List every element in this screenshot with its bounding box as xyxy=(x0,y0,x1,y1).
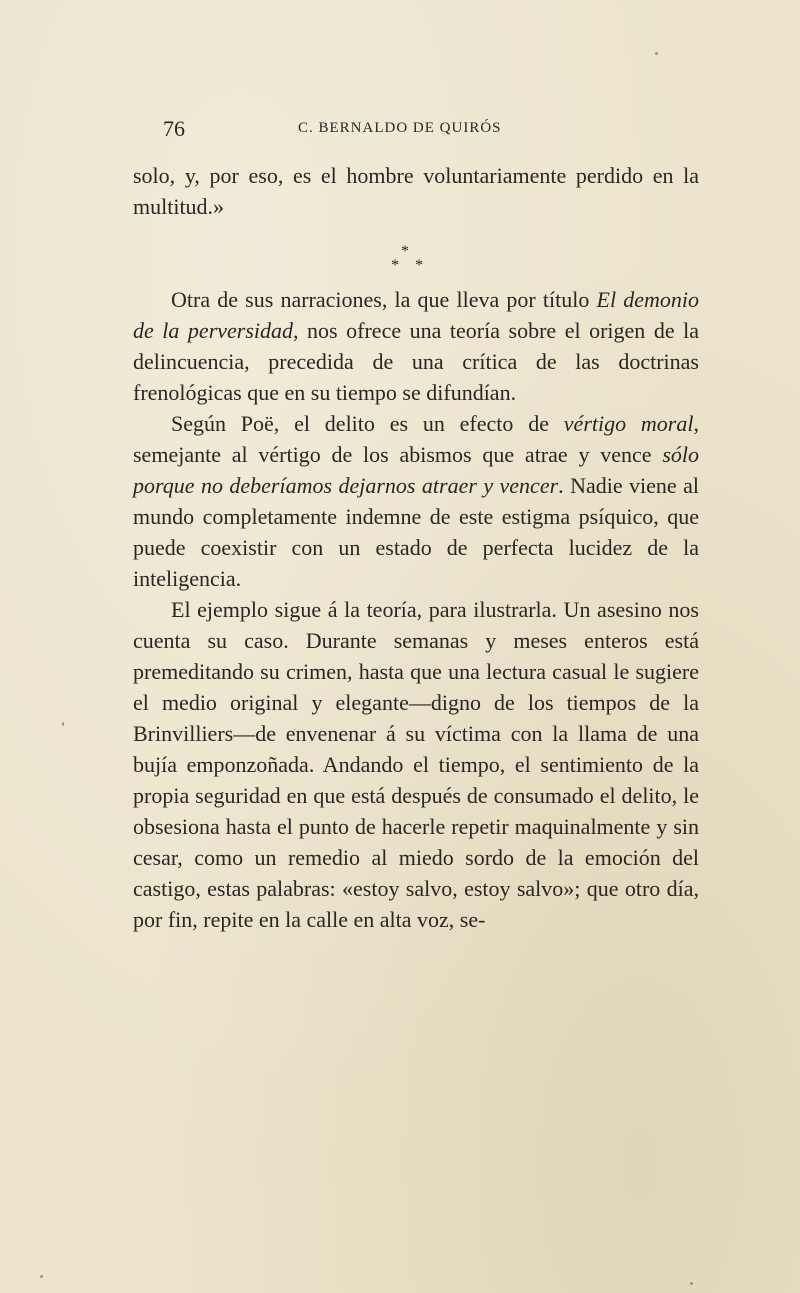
asterism xyxy=(133,222,699,284)
running-head xyxy=(160,116,720,146)
body-text xyxy=(133,160,699,935)
paragraph-1 xyxy=(133,160,699,222)
paragraph-2 xyxy=(133,284,699,408)
paper-speck xyxy=(40,1275,43,1278)
paragraph-3-text-c: . Nadie viene al mundo completamente indemne de este estigma psíquico, que puede coexistir con un estado de perfecta lucidez de la inteligencia. xyxy=(133,473,699,591)
paper-speck xyxy=(690,1282,693,1285)
paper-speck xyxy=(62,722,64,726)
paragraph-1-text: solo, y, por eso, es el hombre voluntariamente perdido en la multitud.» xyxy=(133,163,699,219)
paragraph-3-text-a: Según Poë, el delito es un efecto de xyxy=(171,411,564,436)
page-number: 76 xyxy=(163,116,185,141)
italic-quote: sólo porque no deberíamos dejarnos atraer y vencer xyxy=(133,442,699,498)
paragraph-3-text-b: , semejante al vértigo de los abismos que atrae y vence xyxy=(133,411,699,467)
paragraph-4-text: El ejemplo sigue á la teoría, para ilustrarla. Un asesino nos cuenta su caso. Durante semanas y meses enteros está premeditando su crimen, hasta que una lectura casual le sugiere el medio original y elegante—digno de los tiempos de la Brinvilliers—de envenenar á su víctima con la llama de una bujía emponzoñada. Andando el tiempo, el sentimiento de la propia seguridad en que está después de consumado el delito, le obsesiona hasta el punto de hacerle repetir maquinalmente y sin cesar, como un remedio al miedo sordo de la emoción del castigo, estas palabras: «estoy salvo, estoy salvo»; que otro día, por fin, repite en la calle en alta voz, se- xyxy=(133,597,699,932)
asterism-bottom: * * xyxy=(391,257,429,274)
paragraph-4 xyxy=(133,594,699,935)
running-title: C. BERNALDO DE QUIRÓS xyxy=(298,120,502,136)
paragraph-3 xyxy=(133,408,699,594)
story-title: El demonio de la perversidad xyxy=(133,287,699,343)
italic-vertigo-moral: vértigo moral xyxy=(563,411,694,436)
paragraph-2-text-a: Otra de sus narraciones, la que lleva por título xyxy=(171,287,597,312)
asterism-top: * xyxy=(401,243,409,260)
paragraph-2-text-b: , nos ofrece una teoría sobre el origen de la delincuencia, precedida de una crítica de las doctrinas frenológicas que en su tiempo se difundían. xyxy=(133,318,700,405)
paper-speck xyxy=(655,52,658,55)
